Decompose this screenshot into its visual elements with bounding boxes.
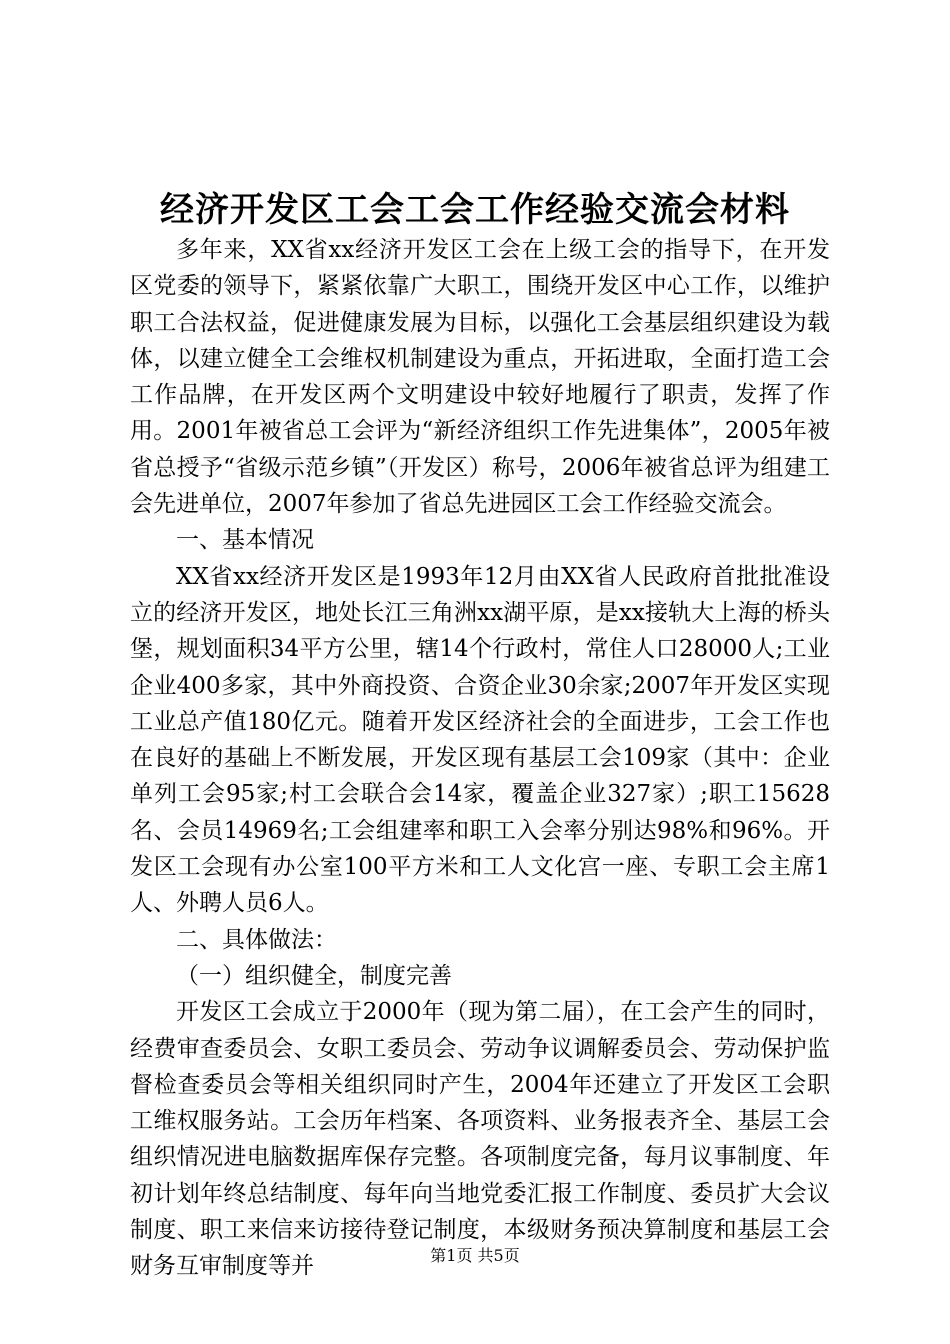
paragraph-intro: 多年来，XX省xx经济开发区工会在上级工会的指导下，在开发区党委的领导下，紧紧依靠广大职工，围绕开发区中心工作，以维护职工合法权益，促进健康发展为目标，以强化工会基层组织建设为载体，以建立健全工会维权机制建设为重点，开拓进取，全面打造工会工作品牌，在开发区两个文明建设中较好地履行了职责，发挥了作用。2001年被省总工会评为“新经济组织工作先进集体”，2005年被省总授予“省级示范乡镇”（开发区）称号，2006年被省总评为组建工会先进单位，2007年参加了省总先进园区工会工作经验交流会。: [130, 237, 830, 518]
document-body: [130, 232, 830, 1285]
page-indicator: 第1页 共5页: [430, 1246, 520, 1265]
page-footer: [0, 1245, 950, 1267]
subsection-heading-organization: （一）组织健全，制度完善: [176, 962, 452, 989]
section-heading-basic-situation: 一、基本情况: [176, 527, 314, 554]
section-heading-specific-methods: 二、具体做法：: [176, 926, 337, 953]
paragraph-organization: 开发区工会成立于2000年（现为第二届），在工会产生的同时，经费审查委员会、女职工委员会、劳动争议调解委员会、劳动保护监督检查委员会等相关组织同时产生，2004年还建立了开发区工会职工维权服务站。工会历年档案、各项资料、业务报表齐全、基层工会组织情况进电脑数据库保存完整。各项制度完备，每月议事制度、年初计划年终总结制度、每年向当地党委汇报工作制度、委员扩大会议制度、职工来信来访接待登记制度，本级财务预决算制度和基层工会财务互审制度等并: [130, 999, 830, 1280]
document-title: 经济开发区工会工会工作经验交流会材料: [160, 190, 790, 230]
paragraph-basic-situation: XX省xx经济开发区是1993年12月由XX省人民政府首批批准设立的经济开发区，地处长江三角洲xx湖平原，是xx接轨大上海的桥头堡，规划面积34平方公里，辖14个行政村，常住人口28000人;工业企业400多家，其中外商投资、合资企业30余家;2007年开发区实现工业总产值180亿元。随着开发区经济社会的全面进步，工会工作也在良好的基础上不断发展，开发区现有基层工会109家（其中：企业单列工会95家;村工会联合会14家，覆盖企业327家）;职工15628名、会员14969名;工会组建率和职工入会率分别达98%和96%。开发区工会现有办公室100平方米和工人文化宫一座、专职工会主席1人、外聘人员6人。: [130, 563, 830, 917]
